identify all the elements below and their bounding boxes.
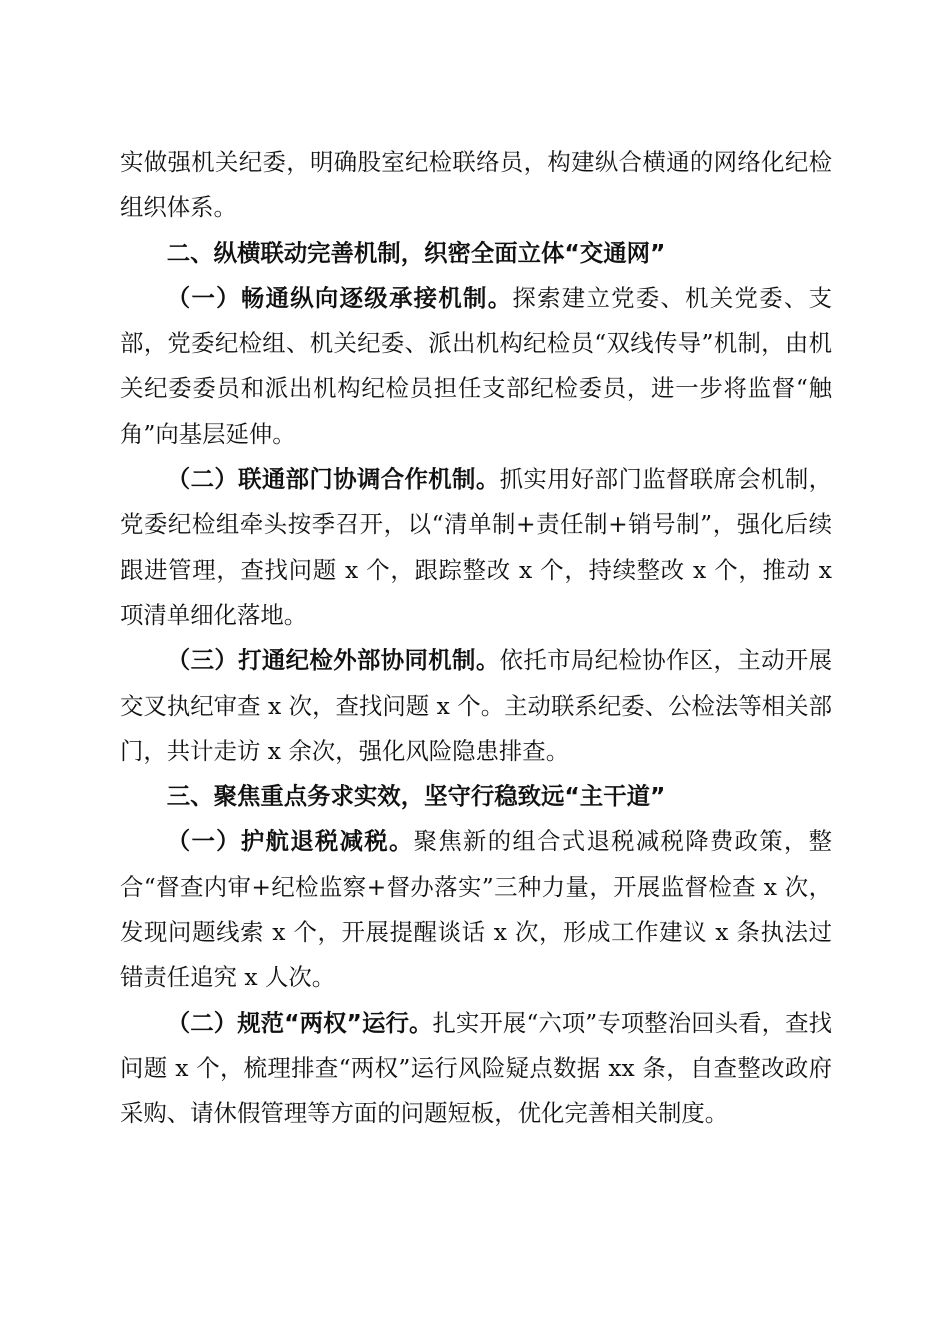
section-2-item-1 [120, 276, 832, 457]
item-body: 抓实用好部门监督联席会机制，党委纪检组牵头按季召开，以“清单制+责任制+销号制”，强化后续跟进管理，查找问题 x 个，跟踪整改 x 个，持续整改 x 个，推动 x 项清单细化落地。 [120, 465, 833, 629]
item-body: 聚焦新的组合式退税减税降费政策，整合“督查内审+纪检监察+督办落实”三种力量，开展监督检查 x 次，发现问题线索 x 个，开展提醒谈话 x 次，形成工作建议 x 条执法过错责任追究 x 人次。 [120, 827, 833, 992]
document-body [120, 140, 832, 1137]
section-2-item-3 [120, 638, 832, 774]
section-2-item-2 [120, 457, 832, 638]
item-lead: （一）护航退税减税。 [166, 827, 414, 856]
item-lead: （二）联通部门协调合作机制。 [166, 465, 500, 494]
item-body: 扎实开展“六项”专项整治回头看，查找问题 x 个，梳理排查“两权”运行风险疑点数据 xx 条，自查整改政府采购、请休假管理等方面的问题短板，优化完善相关制度。 [120, 1008, 832, 1128]
continuation-paragraph: 实做强机关纪委，明确股室纪检联络员，构建纵合横通的网络化纪检组织体系。 [120, 148, 832, 222]
section-3-heading: 三、聚焦重点务求实效，坚守行稳致远“主干道” [166, 782, 666, 811]
item-body: 探索建立党委、机关党委、支部，党委纪检组、机关纪委、派出机构纪检员“双线传导”机制，由机关纪委委员和派出机构纪检员担任支部纪检委员，进一步将监督“触角”向基层延伸。 [120, 283, 833, 448]
item-lead: （三）打通纪检外部协同机制。 [166, 646, 500, 675]
item-body: 依托市局纪检协作区，主动开展交叉执纪审查 x 次，查找问题 x 个。主动联系纪委、公检法等相关部门，共计走访 x 余次，强化风险隐患排查。 [120, 646, 833, 765]
section-2-heading: 二、纵横联动完善机制，织密全面立体“交通网” [166, 238, 666, 267]
section-3-item-1 [120, 819, 832, 1000]
item-lead: （二）规范“两权”运行。 [166, 1008, 433, 1037]
section-3-item-2 [120, 1001, 832, 1137]
item-lead: （一）畅通纵向逐级承接机制。 [166, 283, 513, 312]
